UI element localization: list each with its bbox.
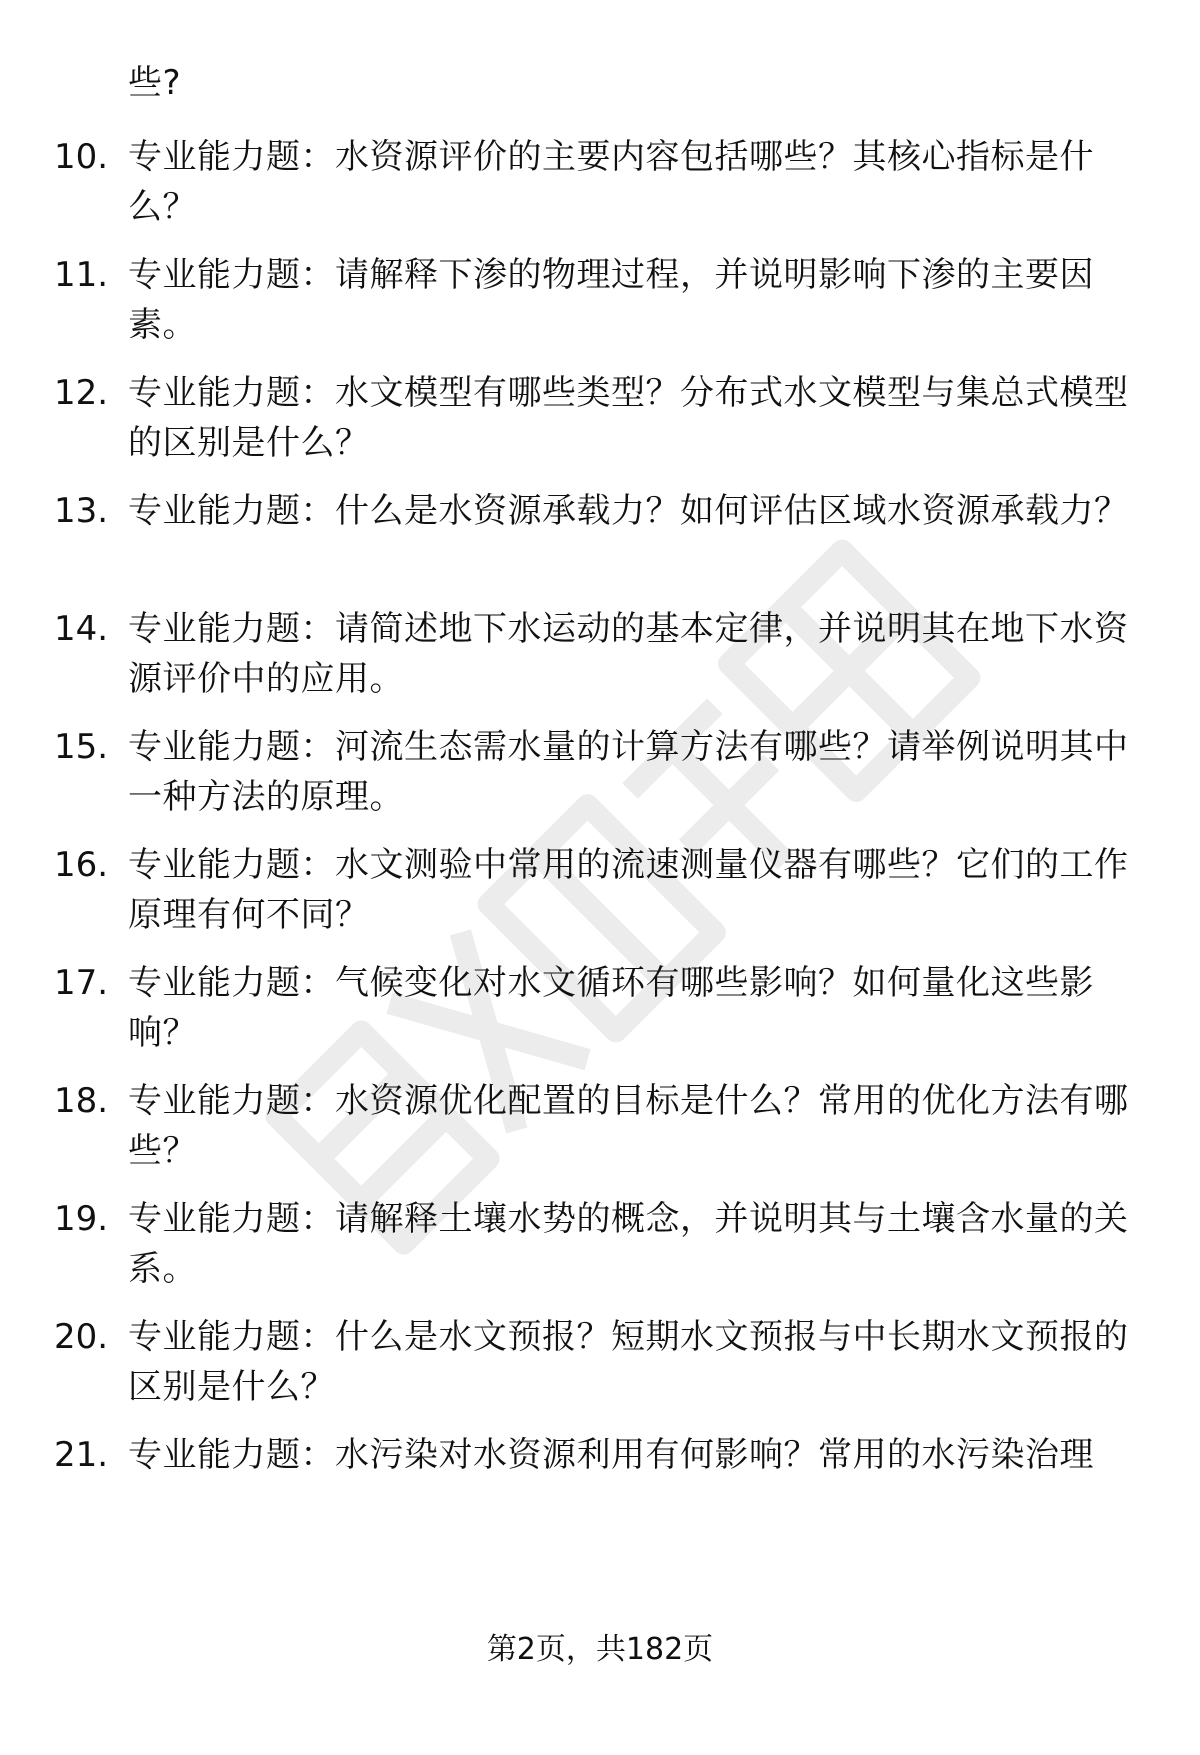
- question-number: 11.: [54, 255, 109, 295]
- question-text: 专业能力题：请解释土壤水势的概念，并说明其与土壤含水量的关系。: [128, 1199, 1129, 1289]
- question-text: 专业能力题：水资源优化配置的目标是什么？常用的优化方法有哪些？: [128, 1081, 1129, 1171]
- question-text: 专业能力题：请简述地下水运动的基本定律，并说明其在地下水资源评价中的应用。: [128, 609, 1129, 699]
- question-text: 专业能力题：什么是水资源承载力？如何评估区域水资源承载力？: [128, 491, 1129, 531]
- question-number: 19.: [54, 1199, 109, 1239]
- page-footer: 第2页，共182页: [486, 1632, 714, 1667]
- question-text: 专业能力题：请解释下渗的物理过程，并说明影响下渗的主要因素。: [128, 255, 1094, 345]
- question-text: 专业能力题：水资源评价的主要内容包括哪些？其核心指标是什么？: [128, 137, 1094, 227]
- question-number: 17.: [54, 963, 109, 1003]
- question-text: 专业能力题：河流生态需水量的计算方法有哪些？请举例说明其中一种方法的原理。: [128, 727, 1129, 817]
- question-number: 16.: [54, 845, 109, 885]
- question-text: 专业能力题：水文模型有哪些类型？分布式水文模型与集总式模型的区别是什么？: [128, 373, 1129, 463]
- question-number: 15.: [54, 727, 109, 767]
- carried-over-text: 些?: [128, 63, 182, 103]
- question-text: 专业能力题：什么是水文预报？短期水文预报与中长期水文预报的区别是什么？: [128, 1317, 1129, 1407]
- question-number: 18.: [54, 1081, 109, 1121]
- question-number: 10.: [54, 137, 109, 177]
- question-text: 专业能力题：水污染对水资源利用有何影响？常用的水污染治理: [128, 1435, 1094, 1475]
- question-number: 13.: [54, 491, 109, 531]
- question-number: 21.: [54, 1435, 109, 1475]
- question-number: 12.: [54, 373, 109, 413]
- question-text: 专业能力题：水文测验中常用的流速测量仪器有哪些？它们的工作原理有何不同？: [128, 845, 1129, 935]
- question-number: 20.: [54, 1317, 109, 1357]
- question-text: 专业能力题：气候变化对水文循环有哪些影响？如何量化这些影响？: [128, 963, 1094, 1053]
- question-number: 14.: [54, 609, 109, 649]
